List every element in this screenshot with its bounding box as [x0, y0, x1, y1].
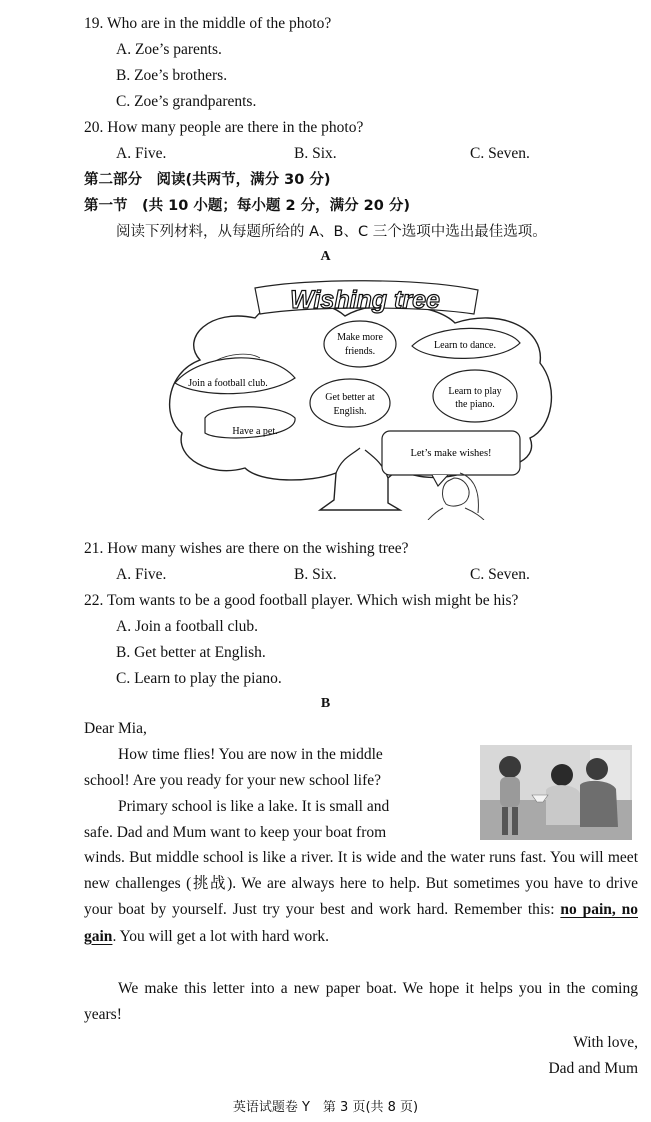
q22-option-b: B. Get better at English. — [116, 644, 266, 661]
wish-text-dance: Learn to dance. — [434, 340, 496, 351]
q22-stem: 22. Tom wants to be a good football player. Which wish might be his? — [84, 592, 519, 609]
q20-stem: 20. How many people are there in the photo? — [84, 119, 364, 136]
letter-closing: With love, — [573, 1034, 638, 1051]
section1-heading: 第一节 (共 10 小题；每小题 2 分，满分 20 分) — [84, 198, 410, 214]
passage-a-label: A — [320, 249, 331, 264]
letter-signature: Dad and Mum — [548, 1060, 638, 1077]
p3-text: We make this letter into a new paper boat. We hope it helps you in the coming years! — [84, 980, 638, 1024]
letter-greeting: Dear Mia, — [84, 720, 147, 737]
speech-text: Let’s make wishes! — [410, 448, 492, 459]
q19-stem: 19. Who are in the middle of the photo? — [84, 15, 332, 32]
p1-line2: school! Are you ready for your new school life? — [84, 772, 381, 789]
p2-line2: safe. Dad and Mum want to keep your boat from — [84, 824, 387, 841]
tree-title: Wishing tree — [290, 286, 440, 314]
wishing-tree-illustration — [160, 268, 560, 520]
instruction: 阅读下列材料，从每题所给的 A、B、C 三个选项中选出最佳选项。 — [116, 224, 547, 240]
q21-stem: 21. How many wishes are there on the wishing tree? — [84, 540, 409, 557]
p2-line1: Primary school is like a lake. It is small and — [118, 798, 390, 815]
q21-option-a: A. Five. — [116, 566, 167, 583]
q20-option-a: A. Five. — [116, 145, 167, 162]
q20-option-c: C. Seven. — [470, 145, 530, 162]
q20-option-b: B. Six. — [294, 145, 337, 162]
p3 — [84, 976, 638, 1028]
q22-option-a: A. Join a football club. — [116, 618, 259, 635]
page-footer: 英语试题卷 Y 第 3 页(共 8 页) — [232, 1100, 419, 1115]
wish-text-friends-line1: Make more — [337, 332, 383, 343]
passage-b-label: B — [320, 696, 331, 711]
q19-option-b: B. Zoe’s brothers. — [116, 67, 228, 84]
q21-option-c: C. Seven. — [470, 566, 530, 583]
p2-rest-before: winds. But middle school is like a river. It is wide and the water runs fast. You will meet new challenges (挑战). We are always here to help. But sometimes you have to drive your boat by yourself. Just try your best and work hard. Remember this: — [84, 849, 638, 919]
wish-text-english-line2: English. — [333, 406, 367, 417]
p2-rest — [84, 845, 638, 950]
p1-line1: How time flies! You are now in the middle — [118, 746, 383, 763]
family-photo — [480, 745, 632, 840]
no-pain-no-gain: no pain, no gain — [84, 901, 638, 945]
wish-text-pet: Have a pet. — [232, 426, 278, 437]
wishing-tree-drawing — [160, 268, 560, 520]
q19-option-c: C. Zoe’s grandparents. — [116, 93, 257, 110]
wish-text-friends-line2: friends. — [344, 346, 376, 357]
wish-text-football: Join a football club. — [188, 378, 268, 389]
tree-title-banner — [255, 281, 478, 314]
wish-cloud-english — [310, 379, 390, 427]
wish-text-piano-line1: Learn to play — [448, 386, 502, 397]
wish-cloud-friends — [324, 321, 396, 367]
wish-text-english-line1: Get better at — [325, 392, 375, 403]
wish-text-piano-line2: the piano. — [455, 399, 495, 410]
q22-option-c: C. Learn to play the piano. — [116, 670, 282, 687]
part2-heading: 第二部分 阅读(共两节，满分 30 分) — [84, 172, 331, 188]
p2-rest-after: . You will get a lot with hard work. — [112, 927, 329, 945]
q21-option-b: B. Six. — [294, 566, 337, 583]
q19-option-a: A. Zoe’s parents. — [116, 41, 222, 58]
